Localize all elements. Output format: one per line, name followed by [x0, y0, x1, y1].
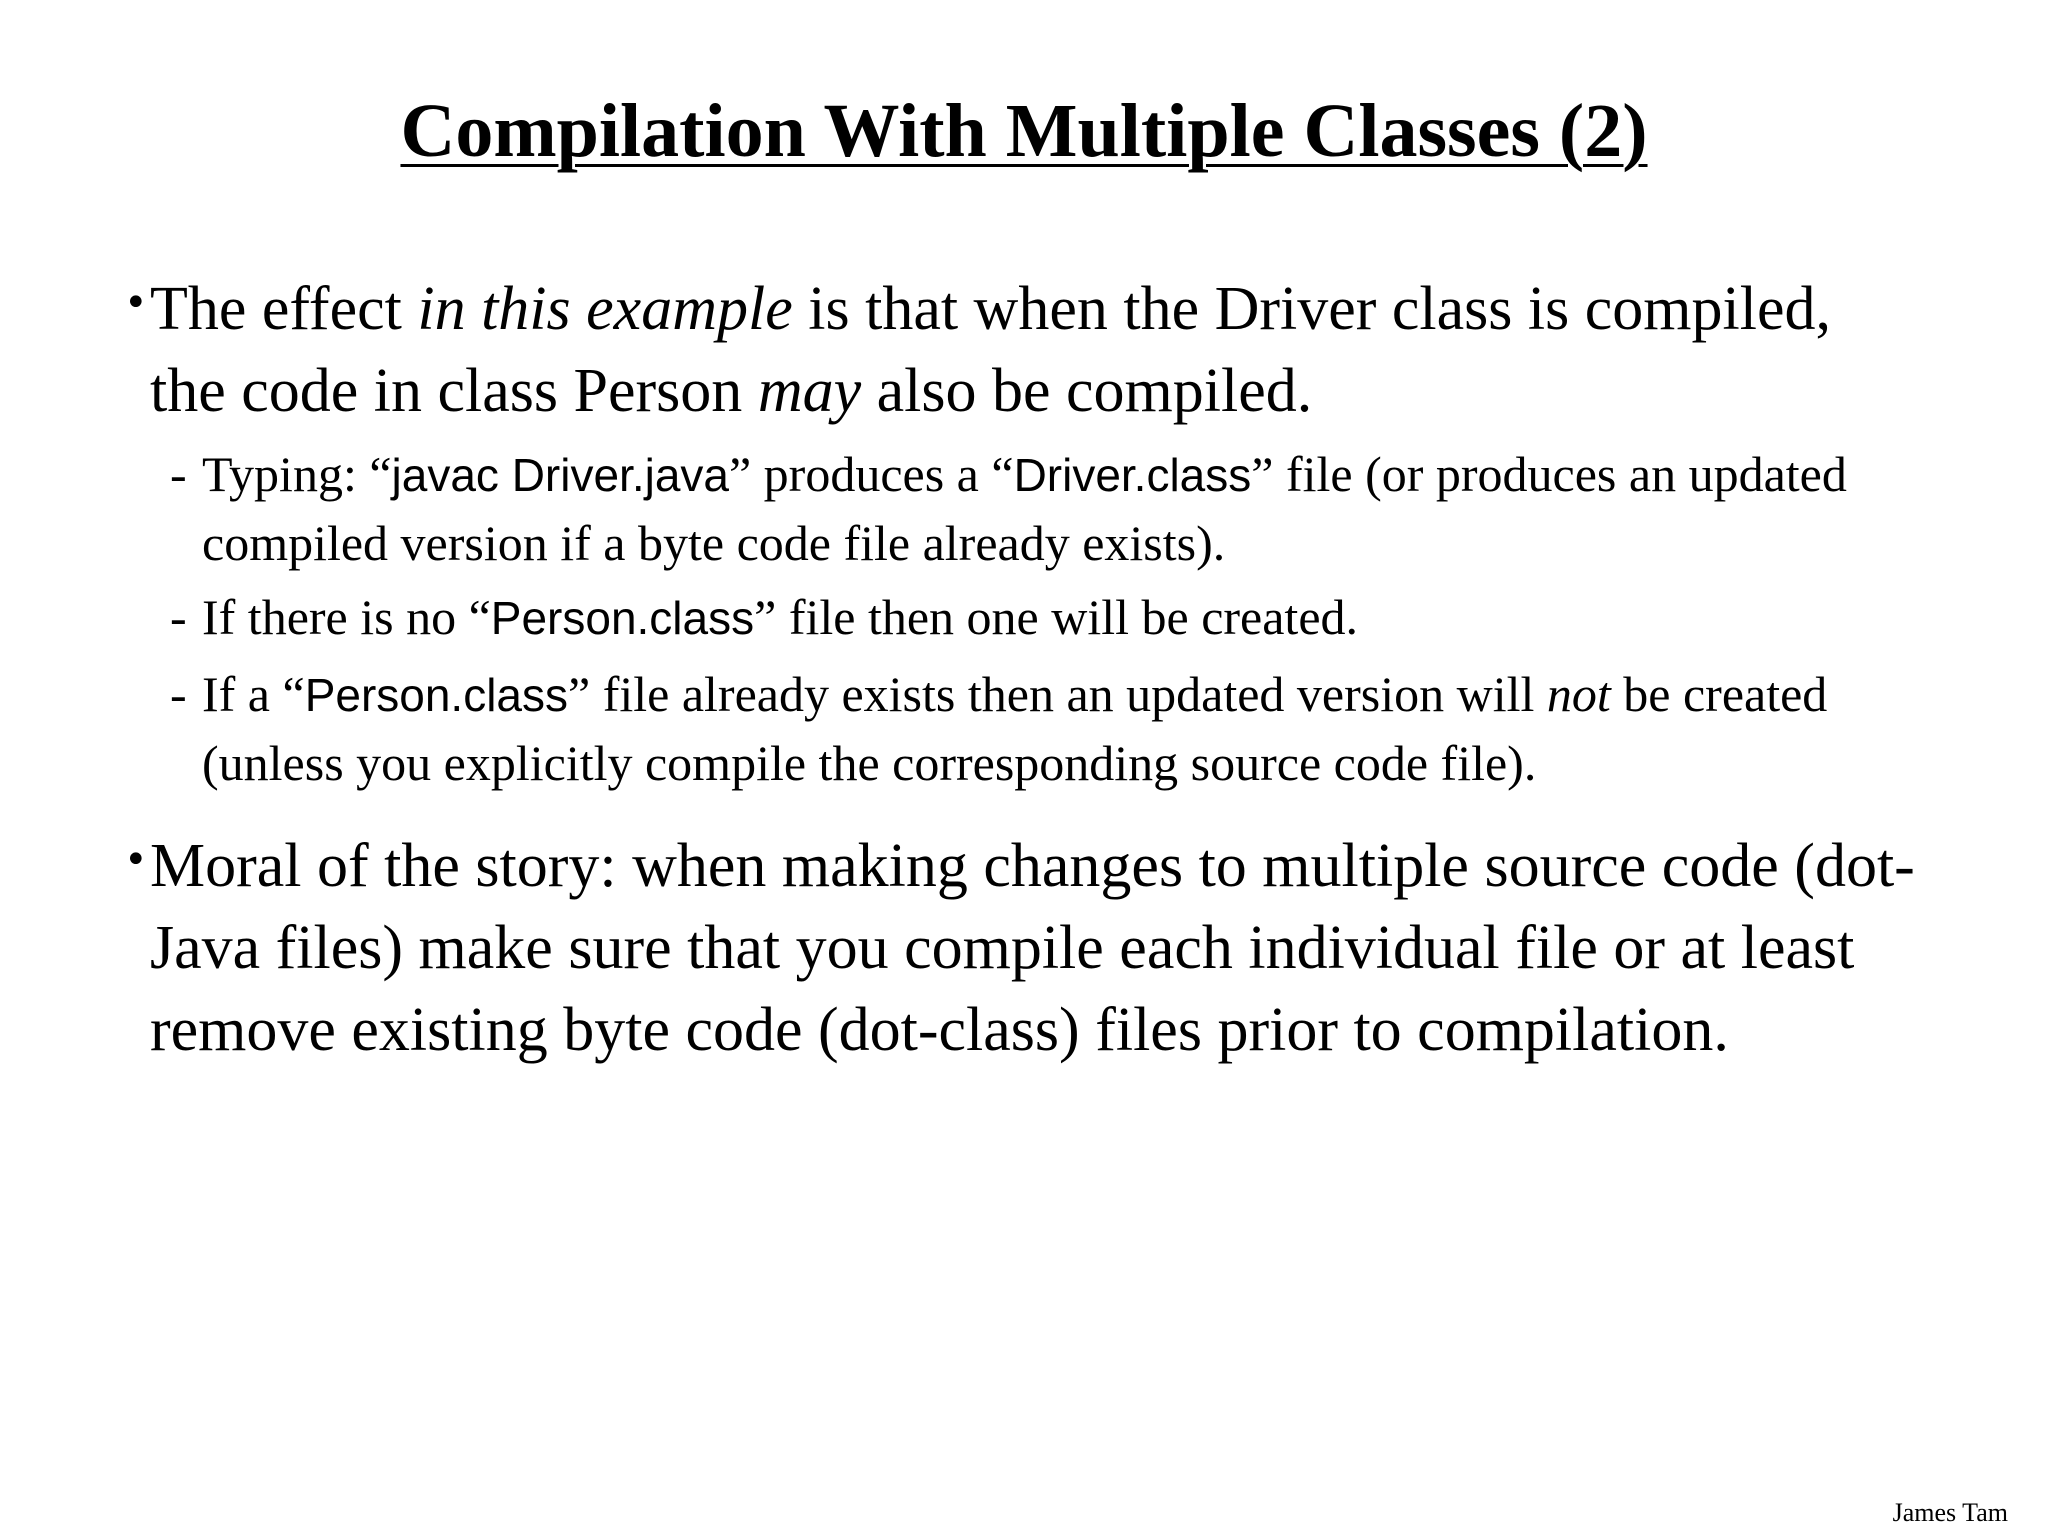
subbullet-1-text: Typing: “javac Driver.java” produces a “Driver.class” file (or produces an updated compiled version if a byte code file already exists).: [202, 446, 1847, 571]
slide-title: [0, 86, 2048, 176]
dash-icon: -: [170, 589, 187, 645]
subbullet-2-text: If there is no “Person.class” file then one will be created.: [202, 589, 1359, 645]
dash-icon: -: [170, 666, 187, 722]
slide-title-text: Compilation With Multiple Classes (2): [400, 89, 1648, 173]
bullet-1-text: The effect in this example is that when the Driver class is compiled, the code in class Person may also be compiled.: [150, 275, 1831, 425]
footer-author: James Tam: [1892, 1498, 2008, 1527]
bullet-2: [124, 825, 1920, 1071]
subbullet-1: [170, 440, 1942, 577]
dash-icon: -: [170, 446, 187, 502]
bullet-icon: •: [124, 837, 148, 883]
subbullet-3: [170, 660, 1942, 797]
bullet-1: [124, 268, 1920, 432]
subbullet-3-text: If a “Person.class” file already exists then an updated version will not be created (unless you explicitly compile the corresponding source code file).: [202, 666, 1828, 791]
bullet-icon: •: [124, 280, 148, 326]
subbullet-2: [170, 583, 1942, 652]
bullet-2-text: Moral of the story: when making changes to multiple source code (dot-Java files) make sure that you compile each individual file or at least remove existing byte code (dot-class) files prior to compilation.: [150, 832, 1915, 1064]
